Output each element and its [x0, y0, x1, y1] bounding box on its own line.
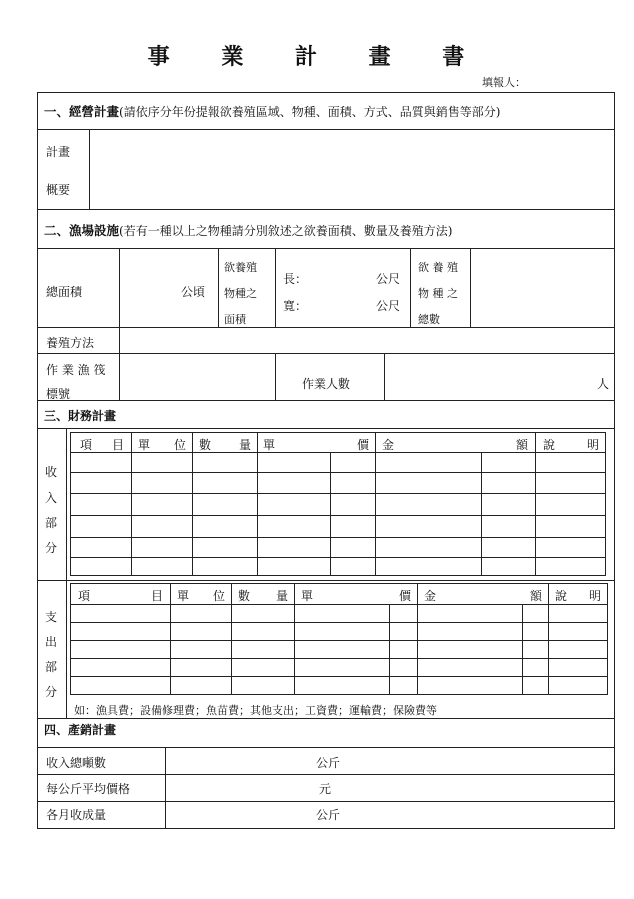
divider	[522, 604, 523, 695]
col-text: 位	[212, 589, 225, 603]
col-text: 說	[555, 589, 568, 603]
plan-summary-field[interactable]	[92, 132, 610, 206]
bottom-border	[37, 828, 615, 829]
expense-side-4: 分	[45, 685, 58, 699]
col-text: 項	[78, 589, 91, 603]
species-area-label-3: 面積	[224, 313, 246, 326]
divider	[131, 432, 132, 576]
sales-row-unit-2: 元	[319, 782, 332, 796]
divider	[548, 583, 549, 695]
col-text: 單	[301, 589, 314, 603]
workers-unit: 人	[597, 377, 610, 391]
section2-header-line	[37, 248, 615, 249]
expense-col-item	[78, 587, 163, 604]
expense-col-qty	[238, 587, 288, 604]
expense-col-amount	[424, 587, 542, 604]
income-side-3: 部	[45, 516, 58, 530]
divider	[37, 327, 615, 328]
sales-row-label-2: 每公斤平均價格	[46, 782, 131, 796]
species-count-label-2: 物 種 之	[418, 287, 458, 300]
col-text: 價	[398, 589, 411, 603]
col-text: 項	[80, 438, 93, 452]
sales-row-label-1: 收入總噸數	[46, 756, 107, 770]
divider	[218, 248, 219, 327]
divider	[389, 604, 390, 695]
workers-label: 作業人數	[302, 377, 351, 391]
species-count-label-1: 欲 養 殖	[418, 261, 458, 274]
col-text: 明	[588, 589, 601, 603]
sales-row-unit-3: 公斤	[316, 808, 341, 822]
divider	[192, 432, 193, 576]
divider	[257, 432, 258, 576]
species-area-label-1: 欲養殖	[224, 261, 257, 274]
section4-top-line	[37, 718, 615, 719]
divider	[70, 676, 608, 677]
income-side-1: 收	[45, 465, 58, 479]
section2-header	[44, 221, 452, 239]
col-text: 額	[515, 438, 528, 452]
col-text: 明	[586, 438, 599, 452]
income-col-amount	[382, 436, 528, 453]
section1-top-line	[37, 92, 615, 93]
divider	[535, 432, 536, 576]
divider	[70, 515, 606, 516]
length-unit: 公尺	[376, 272, 401, 286]
section4-title: 四、產銷計畫	[44, 723, 117, 737]
divider	[66, 580, 67, 718]
divider	[231, 583, 232, 695]
income-col-note	[543, 436, 599, 453]
method-field[interactable]	[122, 329, 612, 351]
divider	[275, 248, 276, 327]
divider	[37, 580, 615, 581]
income-side-4: 分	[45, 541, 58, 555]
raft-label-1: 作 業 漁 筏	[46, 363, 106, 377]
divider	[119, 353, 120, 400]
col-text: 數	[199, 438, 212, 452]
total-area-label: 總面積	[46, 285, 83, 299]
sales-row-label-3: 各月收成量	[46, 808, 107, 822]
col-text: 單	[138, 438, 151, 452]
divider	[375, 432, 376, 576]
raft-label-2: 標號	[46, 387, 71, 401]
divider	[417, 583, 418, 695]
divider	[119, 327, 120, 353]
expense-col-price	[301, 587, 411, 604]
divider	[70, 604, 608, 605]
divider	[37, 428, 615, 429]
section2-note: (若有一種以上之物種請分別敘述之欲養面積、數量及養殖方法)	[119, 224, 453, 238]
plan-label-1: 計畫	[46, 145, 71, 159]
col-text: 數	[238, 589, 251, 603]
section3-title: 三、財務計畫	[44, 409, 117, 423]
col-text: 位	[173, 438, 186, 452]
divider	[70, 557, 606, 558]
section3-top-line	[37, 400, 615, 401]
section2-top-line	[37, 209, 615, 210]
divider	[165, 747, 166, 828]
plan-label-divider	[89, 129, 90, 209]
divider	[37, 353, 615, 354]
divider	[70, 658, 608, 659]
section1-note: (請依序分年份提報欲養殖區域、物種、面積、方式、品質與銷售等部分)	[119, 105, 501, 119]
total-area-unit: 公頃	[181, 285, 206, 299]
divider	[384, 353, 385, 400]
divider	[410, 248, 411, 327]
income-col-unit	[138, 436, 186, 453]
divider	[70, 622, 608, 623]
divider	[37, 801, 615, 802]
income-col-qty	[199, 436, 251, 453]
expense-col-unit	[177, 587, 225, 604]
income-table	[70, 432, 606, 576]
species-count-label-3: 總數	[418, 313, 440, 326]
method-label: 養殖方法	[46, 336, 95, 350]
species-area-label-2: 物種之	[224, 287, 257, 300]
section1-title: 一、經營計畫	[44, 104, 120, 119]
plan-label-2: 概要	[46, 183, 71, 197]
expense-note: 如：漁具費；設備修理費；魚苗費；其他支出；工資費；運輸費；保險費等	[74, 704, 437, 717]
expense-col-note	[555, 587, 601, 604]
section2-title: 二、漁場設施	[44, 223, 120, 238]
divider	[275, 353, 276, 400]
divider	[70, 493, 606, 494]
col-text: 量	[275, 589, 288, 603]
col-text: 價	[356, 438, 369, 452]
col-text: 目	[150, 589, 163, 603]
expense-side-2: 出	[45, 635, 58, 649]
expense-side-3: 部	[45, 660, 58, 674]
width-label: 寬：	[283, 299, 308, 313]
divider	[66, 428, 67, 580]
col-text: 說	[543, 438, 556, 452]
document-title: 事 業 計 畫 書	[147, 44, 487, 70]
divider	[170, 583, 171, 695]
expense-side-1: 支	[45, 610, 58, 624]
col-text: 單	[263, 438, 276, 452]
length-label: 長：	[283, 272, 308, 286]
col-text: 金	[382, 438, 395, 452]
divider	[37, 747, 615, 748]
width-unit: 公尺	[376, 299, 401, 313]
col-text: 目	[111, 438, 124, 452]
income-side-2: 入	[45, 491, 58, 505]
divider	[70, 472, 606, 473]
divider	[294, 583, 295, 695]
divider	[70, 537, 606, 538]
sales-row-unit-1: 公斤	[316, 756, 341, 770]
col-text: 單	[177, 589, 190, 603]
section1-header-line	[37, 129, 615, 130]
divider	[470, 248, 471, 327]
divider	[70, 640, 608, 641]
divider	[37, 774, 615, 775]
col-text: 量	[238, 438, 251, 452]
income-col-price	[263, 436, 369, 453]
section1-header	[44, 102, 500, 120]
col-text: 額	[529, 589, 542, 603]
col-text: 金	[424, 589, 437, 603]
filler-label: 填報人：	[482, 76, 526, 89]
divider	[119, 248, 120, 327]
income-col-item	[80, 436, 124, 453]
